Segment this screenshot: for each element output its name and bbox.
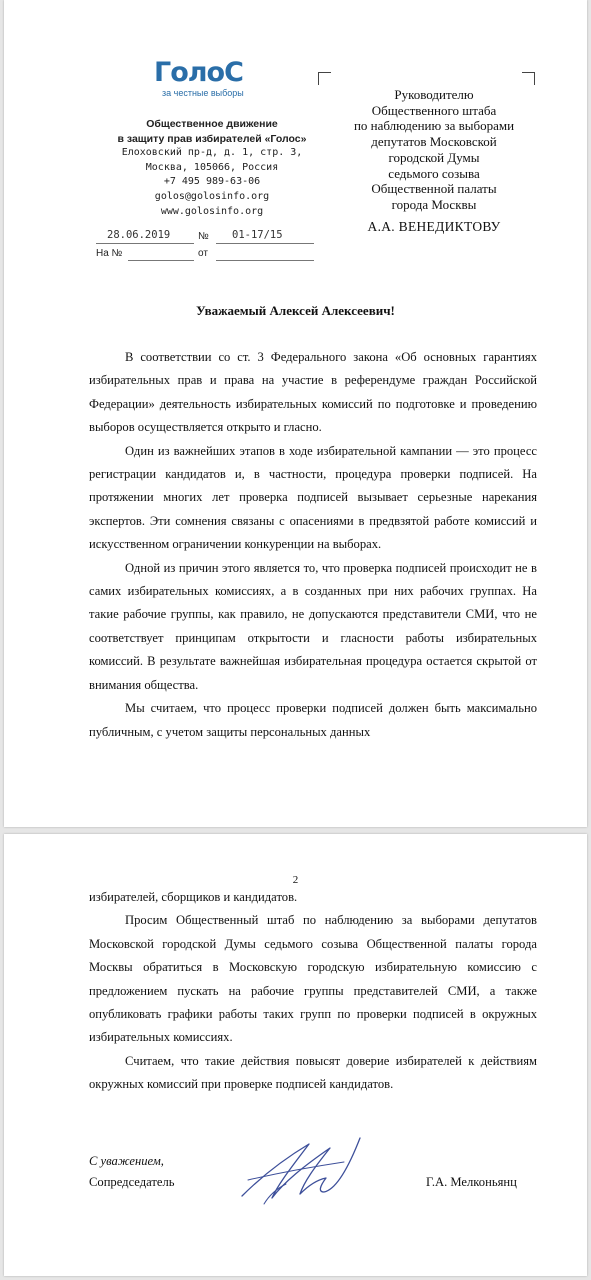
handwritten-signature: [234, 1134, 364, 1206]
addressee-line: Общественной палаты: [371, 181, 497, 197]
page-number: 2: [292, 874, 299, 886]
org-phone: +7 495 989-63-06: [163, 176, 261, 188]
body-paragraph: Считаем, что такие действия повысят доверие избирателей к действиям окружных комиссий при проверке подписей кандидатов.: [89, 1053, 537, 1092]
logo-wordmark: ГолоС: [154, 57, 243, 88]
body-paragraph: Одной из причин этого является то, что проверка подписей происходит не в самих избирательных комиссиях, а в созданных при них рабочих группах. На такие рабочие группы, как правило, не допускаются представители СМИ, что не соответствует принципам открытости и гласности работы избирательных комиссий. В результате важнейшая избирательная процедура остается скрытой от внимания общества.: [89, 560, 537, 692]
letter-body-page-2: [89, 886, 537, 1097]
body-paragraph: Мы считаем, что процесс проверки подписей должен быть максимально публичным, с учетом защиты персональных данных: [89, 701, 537, 739]
addressee-line: седьмого созыва: [388, 165, 480, 181]
number-underline: [216, 243, 314, 244]
closing-phrase: С уважением,: [89, 1154, 164, 1168]
addressee-block: [334, 87, 534, 213]
letter-body-page-1: [89, 346, 537, 744]
addressee-corner-right: [522, 72, 535, 85]
outgoing-number: 01-17/15: [232, 229, 283, 241]
addressee-line: по наблюдению за выборами: [353, 118, 515, 134]
org-name-line1: Общественное движение: [146, 118, 278, 130]
org-address-line1: Елоховский пр-д, д. 1, стр. 3,: [121, 147, 303, 159]
golos-logo: [154, 58, 264, 102]
addressee-line: Руководителю: [394, 87, 474, 102]
reference-label: На №: [96, 248, 123, 259]
addressee-name: А.А. ВЕНЕДИКТОВУ: [367, 219, 501, 234]
reference-underline: [128, 260, 194, 261]
body-paragraph: Просим Общественный штаб по наблюдению за выборами депутатов Московской городской Думы седьмого созыва Общественной палаты города Москвы обратиться в Московскую городскую избирательную комиссию с предложением пускать на рабочие группы представителей СМИ, а также опубликовать графики работы таких групп по проверки подписей в окружных избирательных комиссиях.: [89, 913, 537, 1045]
from-label: от: [198, 248, 208, 259]
addressee-line: депутатов Московской: [371, 134, 497, 150]
logo-tagline: за честные выборы: [162, 88, 244, 98]
addressee-corner-left: [318, 72, 331, 85]
salutation: Уважаемый Алексей Алексеевич!: [196, 303, 395, 318]
addressee-line: городской Думы: [388, 149, 480, 165]
org-name-line2: в защиту прав избирателей «Голос»: [117, 132, 307, 145]
letter-page-1: [4, 0, 587, 827]
organization-details: [96, 117, 328, 219]
letter-page-2: [4, 834, 587, 1276]
signer-title: Сопредседатель: [89, 1175, 175, 1189]
outgoing-date: 28.06.2019: [107, 229, 171, 241]
from-underline: [216, 260, 314, 261]
number-label: №: [198, 231, 209, 242]
addressee-line: Общественного штаба: [371, 102, 497, 118]
body-paragraph: В соответствии со ст. 3 Федерального закона «Об основных гарантиях избирательных прав и права на участие в референдуме граждан Российской Федерации» деятельность избирательных комиссий по подготовке и проведению выборов осуществляется открыто и гласно.: [89, 350, 537, 435]
addressee-line: города Москвы: [391, 196, 477, 212]
org-website: www.golosinfo.org: [160, 205, 264, 217]
signer-name: Г.А. Мелконьянц: [426, 1175, 517, 1189]
org-address-line2: Москва, 105066, Россия: [145, 161, 279, 173]
date-underline: [96, 243, 194, 244]
body-paragraph: Один из важнейших этапов в ходе избирательной кампании — это процесс регистрации кандидатов и, в частности, процедура проверки подписей. На протяжении многих лет проверка подписей вызывает серьезные нарекания экспертов. Эти сомнения связаны с опасениями в предвзятой работе комиссий и искусственном ограничении конкуренции на выборах.: [89, 443, 537, 552]
org-email: golos@golosinfo.org: [154, 190, 270, 202]
continuation-line: избирателей, сборщиков и кандидатов.: [89, 890, 298, 904]
